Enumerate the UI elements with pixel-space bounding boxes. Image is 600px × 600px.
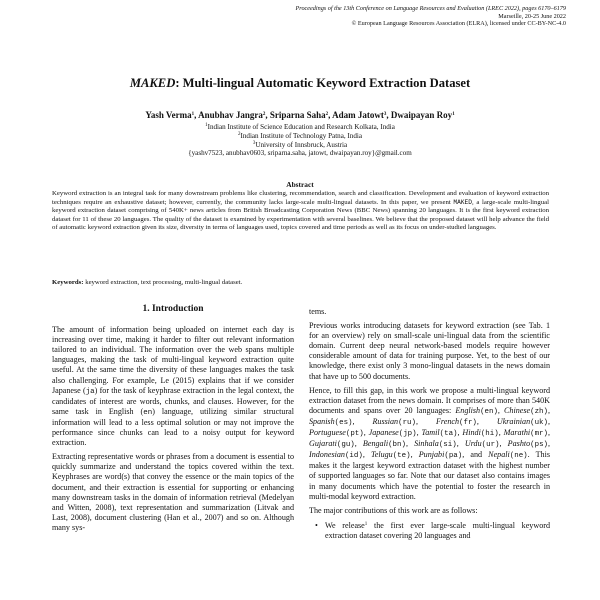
language-item <box>504 406 548 415</box>
author-affiliation-mark: 1 <box>191 112 195 117</box>
language-item <box>465 439 500 448</box>
language-code: (gu) <box>336 441 355 450</box>
keywords-label: Keywords: <box>52 279 84 286</box>
language-item <box>462 428 498 437</box>
affiliation: $^3$University of Innsbruck, Austria <box>252 140 348 149</box>
language-item <box>369 428 417 437</box>
language-name: Punjabi <box>418 450 445 460</box>
language-name: Russian <box>372 416 399 426</box>
right-column <box>309 307 550 541</box>
language-list: English(en), Chinese(zh), Spanish(es), Russian(ru), French(fr), Ukrainian(uk), Portuguese(pt), Japanese(jp), Tamil(ta), Hindi(hi), Marathi(mr), Gujarati(gu), Bengali(bn), Sinhala(si), Urdu(ur), Pashto(ps), Indonesian(id), Telugu(te), Punjabi(pa), and Nepali(ne) <box>309 405 551 461</box>
affiliation: $^1$Indian Institute of Science Education and Research Kolkata, India <box>205 123 395 131</box>
language-code: (ps) <box>530 441 549 450</box>
author: Dwaipayan Roy <box>390 110 453 120</box>
language-name: Nepali <box>488 450 510 460</box>
language-name: Japanese <box>368 428 399 438</box>
intro-paragraph-5: The major contributions of this work are as follows: <box>309 505 478 515</box>
intro-paragraph-2: Extracting representative words or phrases from a document is essential to quickly summarize and understand the topics covered within the text. Keyphrases are word(s) that convey the essence or the main topics of the document, and their extraction is essential for supporting or enhancing many downstream tasks in the domain of information retrieval (Medelyan and Witten, 2008), text representation and summarization (Litvak and Last, 2008), document clustering (Han et al., 2007) and so on. Although many sys- <box>52 452 294 532</box>
language-code: (jp) <box>398 430 417 439</box>
language-item <box>504 428 548 437</box>
language-name: Ukrainian <box>496 416 531 426</box>
intro-continuation: tems. <box>309 307 327 316</box>
language-code: (si) <box>438 441 457 450</box>
language-name: Telugu <box>370 450 393 460</box>
language-item <box>309 417 353 426</box>
language-name: Portuguese <box>309 428 346 438</box>
language-code: (en) <box>480 407 498 416</box>
language-name: Hindi <box>462 428 481 438</box>
language-item <box>309 450 363 459</box>
abstract-heading: Abstract <box>286 180 314 189</box>
language-item <box>371 450 411 459</box>
language-item <box>436 417 477 426</box>
author-affiliation-mark: 3 <box>383 112 387 117</box>
language-item <box>422 428 458 437</box>
author: Adam Jatowt <box>332 110 384 120</box>
language-name: Chinese <box>504 405 531 415</box>
language-item <box>508 439 548 448</box>
language-code: (hi) <box>480 430 499 439</box>
language-code: (es) <box>334 418 353 427</box>
proceedings-line-1: Proceedings of the 13th Conference on Language Resources and Evaluation (LREC 2022), pages 6170–6179 <box>295 5 566 12</box>
language-name: French <box>435 416 460 426</box>
language-code: (ur) <box>481 441 500 450</box>
language-item <box>488 450 527 459</box>
language-code: (fr) <box>459 418 477 427</box>
bullet-dot: • <box>315 520 318 530</box>
author-affiliation-mark: 2 <box>262 112 266 117</box>
language-code: (ru) <box>398 418 416 427</box>
language-name: Tamil <box>421 428 440 438</box>
language-code: (zh) <box>530 407 548 416</box>
language-code: (ta) <box>439 430 458 439</box>
dataset-name-code: MAKED <box>453 198 472 206</box>
language-item <box>363 439 406 448</box>
intro-paragraph-4: Hence, to fill this gap, in this work we propose a multi-lingual keyword extraction dataset from the news domain. It comprises of more than 540K documents and spans over 20 languages: English(en), Chinese(zh), Spanish(es), Russian(ru), French(fr), Ukrainian(uk), Portuguese(pt), Japanese(jp), Tamil(ta), Hindi(hi), Marathi(mr), Gujarati(gu), Bengali(bn), Sinhala(si), Urdu(ur), Pashto(ps), Indonesian(id), Telugu(te), Punjabi(pa), and Nepali(ne). This makes it the largest keyword extraction dataset with the highest number of supported languages so far. Note that our dataset also contains images in many documents which have the potential to foster the research in multi-modal keyword extraction. <box>309 385 551 501</box>
affiliation: $^2$Indian Institute of Technology Patna, India <box>237 131 362 140</box>
language-code: (bn) <box>388 441 406 450</box>
language-name: English <box>455 405 481 415</box>
language-code: (te) <box>392 452 411 461</box>
language-code: (pt) <box>345 430 364 439</box>
section-heading-introduction: 1. Introduction <box>142 304 204 314</box>
intro-paragraph-3: Previous works introducing datasets for keyword extraction (see Tab. 1 for an overview) rely on small-scale uni-lingual data from the scientific domain. Current deep neural network-based models require however considerable amount of data for training purpose. Yet, to the best of our knowledge, there exist only 3 mono-lingual datasets in the news domain that have up to 500 documents. <box>309 321 550 381</box>
footnote-mark: 1 <box>364 521 368 527</box>
left-column <box>52 302 294 537</box>
language-code: (mr) <box>530 430 548 439</box>
language-name: Marathi <box>503 428 531 438</box>
language-name: Spanish <box>309 416 335 426</box>
language-item <box>414 439 457 448</box>
author-affiliation-mark: 1 <box>452 112 455 117</box>
keywords-text: keyword extraction, text processing, multi-lingual dataset. <box>83 279 243 286</box>
language-name: Bengali <box>362 439 389 449</box>
author-affiliation-mark: 2 <box>325 112 329 117</box>
author-list: Yash Verma$^1$, Anubhav Jangra$^2$, Sriparna Saha$^2$, Adam Jatowt$^3$, Dwaipayan Roy$^1$ <box>145 110 455 120</box>
contribution-bullet: • We release$^1$ the first ever large-scale multi-lingual keyword extraction dataset covering 20 languages and <box>315 520 550 540</box>
proceedings-line-3: © European Language Resources Association (ELRA), licensed under CC-BY-NC-4.0 <box>351 20 566 28</box>
language-item <box>309 428 364 437</box>
language-code: (id) <box>344 452 363 461</box>
author-emails: {yashv7523, anubhav0603, sriparna.saha, jatowt, dwaipayan.roy}@gmail.com <box>188 149 412 158</box>
affiliations <box>0 123 600 158</box>
paper-title <box>0 76 600 91</box>
language-item <box>497 417 548 426</box>
language-item <box>455 406 498 415</box>
language-name: Pashto <box>507 439 531 449</box>
language-item <box>419 450 463 459</box>
language-code: (pa) <box>444 452 463 461</box>
language-name: Urdu <box>464 439 482 449</box>
intro-paragraph-1: The amount of information being uploaded on internet each day is increasing over time, making it harder to filter out relevant information tailored to an individual. The information over the web spans multiple languages, making the task of multi-lingual keyword extraction quite useful. At the same time the diversity of these languages makes the task also challenging. For example, Le (2015) explains that if we consider Japanese (ja) for the task of keyphrase extraction in the legal context, the candidates of interest are words, chunks, and clauses. However, for the same task in English (en) language, utilizing similar structural information will lead to a less optimal solution or may not improve the performance since chunks can lead to a noisy output for keyword extraction. <box>52 325 295 448</box>
author: Sriparna Saha <box>269 110 326 120</box>
title-rest: : Multi-lingual Automatic Keyword Extraction Dataset <box>175 76 471 90</box>
language-name: Gujarati <box>309 439 337 449</box>
language-item <box>309 439 355 448</box>
author: Anubhav Jangra <box>198 110 263 120</box>
language-name: Indonesian <box>309 450 345 460</box>
keywords-line <box>52 279 549 286</box>
language-name: Sinhala <box>414 439 439 449</box>
proceedings-line-2: Marseille, 20-25 June 2022 <box>498 12 566 20</box>
language-code: (uk) <box>530 418 548 427</box>
proceedings-header <box>146 5 566 28</box>
language-code: (ne) <box>509 452 528 461</box>
abstract-text: Keyword extraction is an integral task for many downstream problems like clustering, recommendation, search and classification. Development and evaluation of keyword extraction techniques require an exhaustive dataset; however, currently, the community lacks large-scale multi-lingual datasets. In this paper, we present MAKED, a large-scale multi-lingual keyword extraction dataset comprising of 540K+ news articles from British Broadcasting Corporation News (BBC News) spanning 20 languages. It is the first keyword extraction dataset for 11 of these 20 languages. The quality of the dataset is examined by experimentation with several baselines. We believe that the proposed dataset will help advance the field of automatic keyword extraction given its size, diversity in terms of languages used, topics covered and time periods as well as its focus on under-studied languages. <box>52 190 549 232</box>
author: Yash Verma <box>145 110 192 120</box>
title-dataset-name: MAKED <box>129 76 176 90</box>
language-item <box>372 417 416 426</box>
